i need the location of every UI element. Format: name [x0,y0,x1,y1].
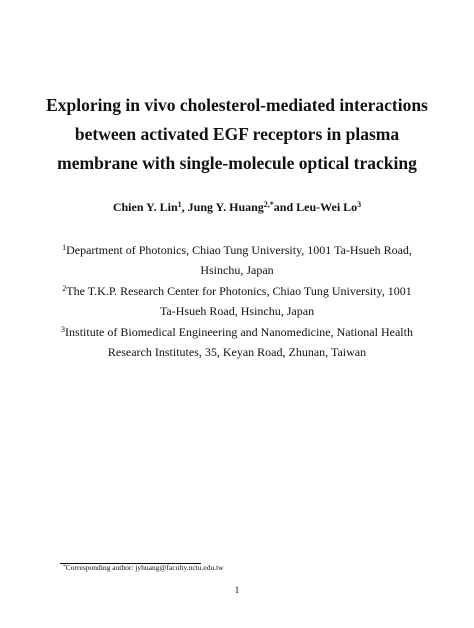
author-name-2: Jung Y. Huang [187,200,264,214]
affiliation-2-line-1: The T.K.P. Research Center for Photonics, Chiao Tung University, 1001 [66,284,412,298]
title-line-3: membrane with single-molecule optical tracking [57,153,417,173]
author-separator-1: , [181,200,188,214]
author-list [30,198,444,216]
author-separator-2: and [273,200,297,214]
affiliation-1 [40,240,434,280]
affiliation-1-line-1: Department of Photonics, Chiao Tung University, 1001 Ta-Hsueh Road, [66,243,412,257]
affiliation-3-line-2: Research Institutes, 35, Keyan Road, Zhunan, Taiwan [107,345,367,359]
author-name-3: Leu-Wei Lo [296,200,358,214]
affiliation-marker-1: 1 [62,243,67,252]
author-name-1: Chien Y. Lin [112,200,178,214]
affiliation-3 [40,322,434,362]
author-affiliation-mark-1: 1 [177,200,182,209]
title-line-2: between activated EGF receptors in plasma [74,124,400,144]
title-line-1: Exploring in vivo cholesterol-mediated interactions [46,95,428,115]
author-affiliation-mark-3: 3 [357,200,362,209]
affiliation-1-line-2: Hsinchu, Japan [200,263,274,277]
page-number: 1 [234,585,240,595]
affiliation-2 [40,281,434,321]
corresponding-author-footnote [63,563,224,573]
paper-title [30,91,444,178]
footnote-marker: * [63,564,66,570]
affiliation-2-line-2: Ta-Hsueh Road, Hsinchu, Japan [159,304,315,318]
affiliation-marker-3: 3 [61,325,66,334]
footnote-text: Corresponding author: jyhuang@faculty.nctu.edu.tw [65,563,224,572]
author-affiliation-mark-2: 2,* [263,200,274,209]
affiliation-marker-2: 2 [62,284,67,293]
affiliation-3-line-1: Institute of Biomedical Engineering and Nanomedicine, National Health [65,325,413,339]
